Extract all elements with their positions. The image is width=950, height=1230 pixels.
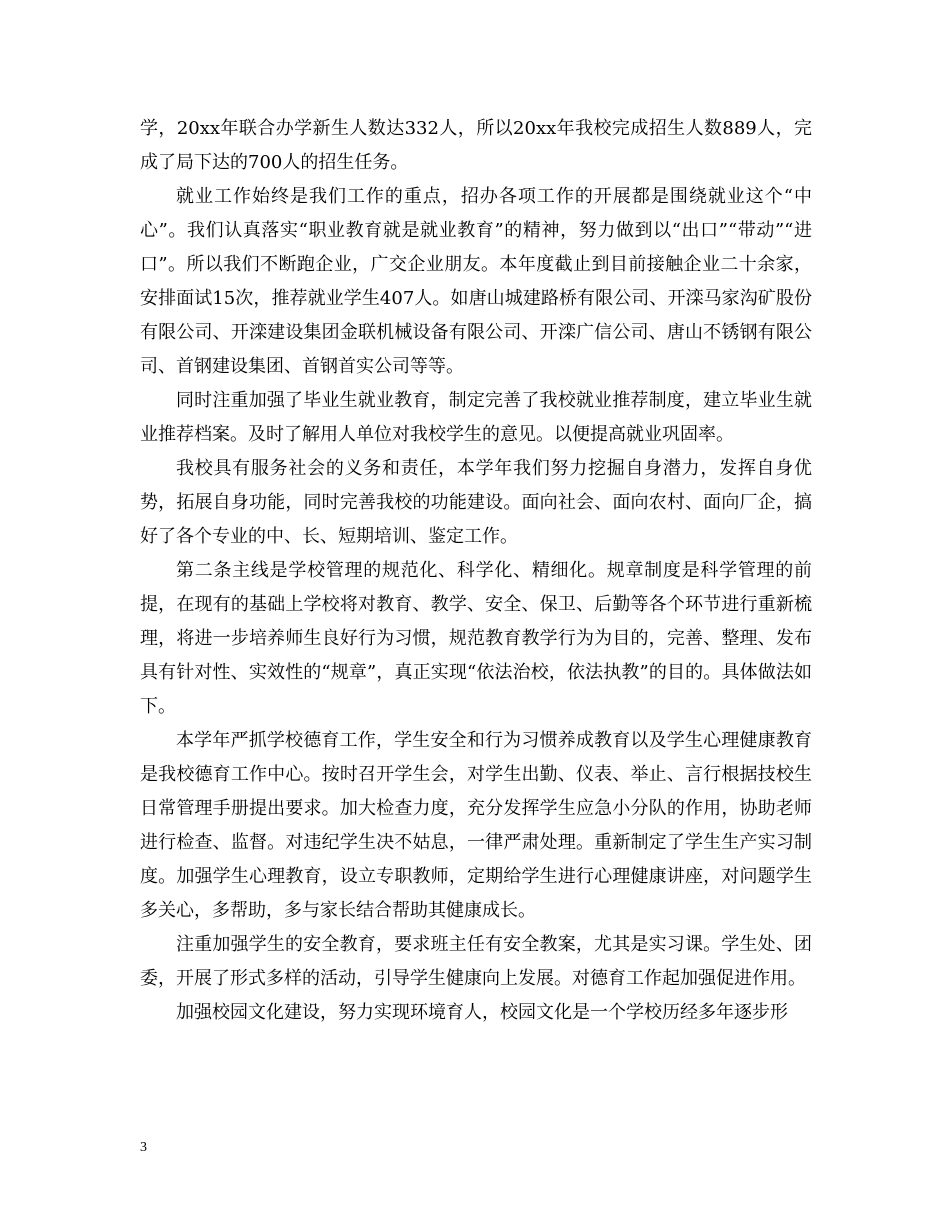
paragraph-social-service: 我校具有服务社会的义务和责任，本学年我们努力挖掘自身潜力，发挥自身优势，拓展自身功能，同时完善我校的功能建设。面向社会、面向农村、面向厂企，搞好了各个专业的中、长、短期培训、鉴定工作。 xyxy=(140,458,812,547)
document-body xyxy=(140,112,812,1030)
paragraph-safety-education: 注重加强学生的安全教育，要求班主任有安全教案，尤其是实习课。学生处、团委，开展了形式多样的活动，引导学生健康向上发展。对德育工作起加强促进作用。 xyxy=(140,934,812,989)
paragraph-continuation: 学，20xx年联合办学新生人数达332人，所以20xx年我校完成招生人数889人，完成了局下达的700人的招生任务。 xyxy=(140,118,812,173)
page-number: 3 xyxy=(140,1140,147,1155)
paragraph-campus-culture: 加强校园文化建设，努力实现环境育人，校园文化是一个学校历经多年逐步形 xyxy=(176,1002,788,1023)
paragraph-employment: 就业工作始终是我们工作的重点，招办各项工作的开展都是围绕就业这个“中心”。我们认真落实“职业教育就是就业教育”的精神，努力做到以“出口”“带动”“进口”。所以我们不断跑企业，广交企业朋友。本年度截止到目前接触企业二十余家，安排面试15次，推荐就业学生407人。如唐山城建路桥有限公司、开滦马家沟矿股份有限公司、开滦建设集团金联机械设备有限公司、开滦广信公司、唐山不锈钢有限公司、首钢建设集团、首钢首实公司等等。 xyxy=(140,186,812,377)
paragraph-graduate-guidance: 同时注重加强了毕业生就业教育，制定完善了我校就业推荐制度，建立毕业生就业推荐档案。及时了解用人单位对我校学生的意见。以便提高就业巩固率。 xyxy=(140,390,812,445)
paragraph-management: 第二条主线是学校管理的规范化、科学化、精细化。规章制度是科学管理的前提，在现有的基础上学校将对教育、教学、安全、保卫、后勤等各个环节进行重新梳理，将进一步培养师生良好行为习惯，规范教育教学行为为目的，完善、整理、发布具有针对性、实效性的“规章”，真正实现“依法治校，依法执教”的目的。具体做法如下。 xyxy=(140,560,812,717)
paragraph-moral-education: 本学年严抓学校德育工作，学生安全和行为习惯养成教育以及学生心理健康教育是我校德育工作中心。按时召开学生会，对学生出勤、仪表、举止、言行根据技校生日常管理手册提出要求。加大检查力度，充分发挥学生应急小分队的作用，协助老师进行检查、监督。对违纪学生决不姑息，一律严肃处理。重新制定了学生生产实习制度。加强学生心理教育，设立专职教师，定期给学生进行心理健康讲座，对问题学生多关心，多帮助，多与家长结合帮助其健康成长。 xyxy=(140,730,812,921)
